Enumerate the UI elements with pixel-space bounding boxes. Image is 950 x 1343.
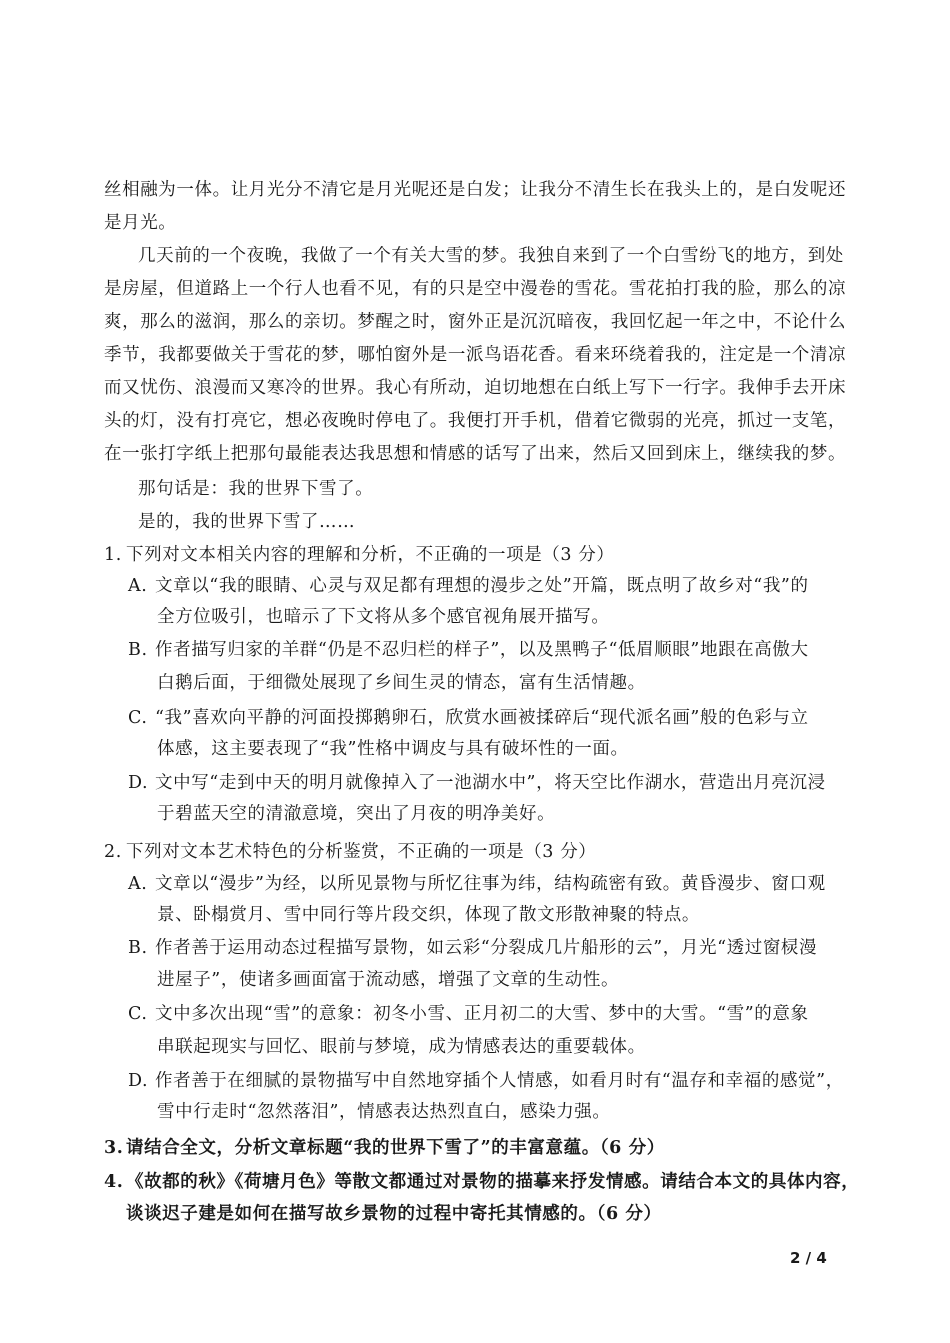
question-2-option-d xyxy=(128,1069,844,1093)
option-label: A. xyxy=(128,874,148,894)
option-text: 作者善于在细腻的景物描写中自然地穿插个人情感，如看月时有“温存和幸福的感觉”， xyxy=(155,1071,844,1091)
question-2-option-c xyxy=(128,1002,809,1026)
option-text: 作者善于运用动态过程描写景物，如云彩“分裂成几片船形的云”，月光“透过窗棂漫 xyxy=(155,938,818,958)
question-3-stem xyxy=(104,1136,665,1160)
option-text: 作者描写归家的羊群“仍是不忍归栏的样子”，以及黑鸭子“低眉顺眼”地跟在高傲大 xyxy=(155,640,809,660)
option-continuation: 全方位吸引，也暗示了下文将从多个感官视角展开描写。 xyxy=(157,607,610,627)
passage-line: 爽，那么的滋润，那么的亲切。梦醒之时，窗外正是沉沉暗夜，我回忆起一年之中，不论什么 xyxy=(104,312,847,332)
option-label: A. xyxy=(128,576,148,596)
passage-line: 季节，我都要做关于雪花的梦，哪怕窗外是一派鸟语花香。看来环绕着我的，注定是一个清凉 xyxy=(104,345,847,365)
option-continuation: 串联起现实与回忆、眼前与梦境，成为情感表达的重要载体。 xyxy=(157,1037,646,1057)
option-text: 文章以“我的眼睛、心灵与双足都有理想的漫步之处”开篇，既点明了故乡对“我”的 xyxy=(155,576,809,596)
passage-line: 而又忧伤、浪漫而又寒冷的世界。我心有所动，迫切地想在白纸上写下一行字。我伸手去开床 xyxy=(104,378,847,398)
question-number: 4. xyxy=(104,1172,124,1192)
passage-line: 是月光。 xyxy=(104,213,177,233)
option-label: B. xyxy=(128,640,148,660)
question-number: 1. xyxy=(104,545,122,565)
question-4-stem xyxy=(104,1170,859,1194)
question-2-option-a xyxy=(128,872,826,896)
passage-line: 是房屋，但道路上一个行人也看不见，有的只是空中漫卷的雪花。雪花拍打我的脸，那么的凉 xyxy=(104,279,847,299)
option-label: B. xyxy=(128,938,148,958)
question-text: 下列对文本相关内容的理解和分析，不正确的一项是（3 分） xyxy=(126,545,615,565)
passage-line: 几天前的一个夜晚，我做了一个有关大雪的梦。我独自来到了一个白雪纷飞的地方，到处 xyxy=(138,246,844,266)
question-4-stem-continuation: 谈谈迟子建是如何在描写故乡景物的过程中寄托其情感的。（6 分） xyxy=(126,1204,662,1224)
question-1-stem xyxy=(104,543,615,567)
question-1-option-b xyxy=(128,638,809,662)
question-text: 下列对文本艺术特色的分析鉴赏，不正确的一项是（3 分） xyxy=(126,842,597,862)
passage-line: 头的灯，没有打亮它，想必夜晚时停电了。我便打开手机，借着它微弱的光亮，抓过一支笔， xyxy=(104,411,847,431)
question-number: 2. xyxy=(104,842,122,862)
passage-line: 在一张打字纸上把那句最能表达我思想和情感的话写了出来，然后又回到床上，继续我的梦。 xyxy=(104,444,847,464)
question-2-stem xyxy=(104,840,596,864)
option-label: D. xyxy=(128,773,149,793)
option-label: D. xyxy=(128,1071,149,1091)
question-text: 《故都的秋》《荷塘月色》等散文都通过对景物的描摹来抒发情感。请结合本文的具体内容， xyxy=(126,1172,860,1192)
option-label: C. xyxy=(128,1004,148,1024)
option-continuation: 进屋子”，使诸多画面富于流动感，增强了文章的生动性。 xyxy=(157,970,620,990)
page-number: 2 / 4 xyxy=(790,1249,827,1267)
question-number: 3. xyxy=(104,1138,124,1158)
option-text: 文章以“漫步”为经，以所见景物与所忆往事为纬，结构疏密有致。黄昏漫步、窗口观 xyxy=(155,874,826,894)
passage-line: 那句话是：我的世界下雪了。 xyxy=(138,479,374,499)
option-text: 文中多次出现“雪”的意象：初冬小雪、正月初二的大雪、梦中的大雪。“雪”的意象 xyxy=(155,1004,809,1024)
passage-line: 丝相融为一体。让月光分不清它是月光呢还是白发；让我分不清生长在我头上的，是白发呢还 xyxy=(104,180,847,200)
passage-line: 是的，我的世界下雪了…… xyxy=(138,512,356,532)
option-label: C. xyxy=(128,708,148,728)
option-text: 文中写“走到中天的明月就像掉入了一池湖水中”，将天空比作湖水，营造出月亮沉浸 xyxy=(155,773,826,793)
question-1-option-d xyxy=(128,771,826,795)
option-continuation: 雪中行走时“忽然落泪”，情感表达热烈直白，感染力强。 xyxy=(157,1102,611,1122)
option-text: “我”喜欢向平静的河面投掷鹅卵石，欣赏水画被揉碎后“现代派名画”般的色彩与立 xyxy=(155,708,809,728)
question-1-option-a xyxy=(128,574,809,598)
question-text: 请结合全文，分析文章标题“我的世界下雪了”的丰富意蕴。（6 分） xyxy=(126,1138,665,1158)
option-continuation: 于碧蓝天空的清澈意境，突出了月夜的明净美好。 xyxy=(157,804,556,824)
question-1-option-c xyxy=(128,706,809,730)
question-2-option-b xyxy=(128,936,817,960)
option-continuation: 白鹅后面，于细微处展现了乡间生灵的情态，富有生活情趣。 xyxy=(157,673,646,693)
option-continuation: 景、卧榻赏月、雪中同行等片段交织，体现了散文形散神聚的特点。 xyxy=(157,905,700,925)
option-continuation: 体感，这主要表现了“我”性格中调皮与具有破坏性的一面。 xyxy=(157,739,629,759)
